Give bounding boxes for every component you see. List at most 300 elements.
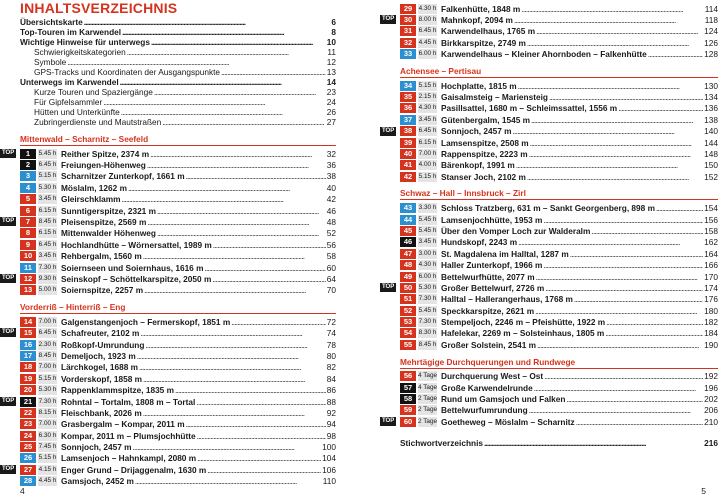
toc-page: 11 [327,47,336,57]
tour-name: Rehbergalm, 1560 m [61,251,142,262]
tour-duration: 7.00 h [38,420,57,428]
leader-dots [537,340,703,350]
index-entry[interactable] [400,438,718,448]
tour-entry[interactable] [400,405,718,416]
tour-entry[interactable] [20,476,336,487]
tour-page: 196 [704,382,718,393]
left-column [2,0,336,487]
leader-dots [122,194,326,204]
tour-entry[interactable] [20,362,336,373]
tour-page: 36 [326,160,336,171]
tour-number: 5 [20,194,36,204]
tour-page: 32 [326,148,336,159]
toc-label: GPS-Tracks und Koordinaten der Ausgangspunkte [34,67,221,77]
tour-entry[interactable] [400,225,718,236]
tour-entry[interactable] [382,416,718,427]
tour-name: Mittenwalder Höhenweg [61,228,156,239]
tour-duration: 6.45 h [418,127,437,135]
toc-page: 6 [331,17,336,27]
leader-dots [207,465,321,475]
leader-dots [143,251,326,261]
toc-label: Schwierigkeitskategorien [34,47,126,57]
toc-entry[interactable] [20,97,336,107]
tour-number: 14 [20,317,36,327]
tour-page: 64 [326,273,336,284]
tour-duration: 5.45 h [38,149,57,157]
tour-number: 51 [400,294,416,304]
tour-page: 162 [704,237,718,248]
tour-name: Über den Vomper Loch zur Walderalm [441,225,591,236]
tour-name: Hundskopf, 2243 m [441,237,518,248]
tour-entry[interactable] [20,350,336,361]
top-badge: TOP [382,127,395,134]
tour-entry[interactable] [20,339,336,350]
tour-duration: 5.15 h [418,172,437,180]
tour-name: Lamsenjoch – Hahnkampl, 2080 m [61,453,197,464]
leader-dots [212,274,325,284]
leader-dots [576,417,703,427]
tour-name: Seinskopf – Schöttelkarspitze, 2050 m [61,273,212,284]
tour-name: Falkenhütte, 1848 m [441,3,521,14]
tour-entry[interactable] [20,441,336,452]
tour-number: 20 [20,385,36,395]
right-sections [382,3,718,428]
tour-entry[interactable] [400,91,718,102]
tour-name: Demeljoch, 1923 m [61,350,136,361]
tour-number: 50 [400,283,416,293]
tour-page: 192 [704,371,718,382]
tour-page: 174 [704,282,718,293]
tour-name: Sunntigerspitze, 2321 m [61,205,156,216]
tour-duration: 4.30 h [418,104,437,112]
tour-entry[interactable] [400,339,718,350]
tour-duration: 8.45 h [38,351,57,359]
leader-dots [137,351,326,361]
toc-entry[interactable] [20,27,336,37]
tour-entry[interactable] [20,171,336,182]
toc-label: Zubringerdienste und Mautstraßen [34,117,162,127]
tour-name: Mahnkopf, 2094 m [441,15,513,26]
tour-number: 59 [400,405,416,415]
tour-name: Pasillsattel, 1680 m – Schleimssattel, 1556 m [441,103,618,114]
tour-page: 92 [326,407,336,418]
tour-page: 86 [326,385,336,396]
tour-page: 38 [326,171,336,182]
tour-entry[interactable] [20,316,336,327]
tour-number: 60 [400,417,416,427]
tour-number: 1 [20,149,36,159]
tour-page: 148 [704,148,718,159]
tour-duration: 6.00 h [418,50,437,58]
tour-number: 7 [20,217,36,227]
tour-entry[interactable] [400,328,718,339]
tour-name: Reither Spitze, 2374 m [61,148,150,159]
tour-page: 84 [326,373,336,384]
tour-name: Pleisenspitze, 2569 m [61,217,147,228]
tour-entry[interactable] [20,205,336,216]
tour-name: Rohntal – Tortalm, 1808 m – Tortal [61,396,196,407]
leader-dots [527,172,703,182]
toc-label: Übersichtskarte [20,17,83,27]
tour-entry[interactable] [20,159,336,170]
tour-duration: 6.45 h [38,240,57,248]
leader-dots [518,237,703,247]
tour-page: 170 [704,271,718,282]
toc-entry[interactable] [20,47,336,57]
page-title: INHALTSVERZEICHNIS [20,0,178,16]
tour-name: Sonnjoch, 2457 m [61,442,132,453]
tour-duration: 4.15 h [38,465,57,473]
leader-dots [133,442,322,452]
tour-page: 56 [326,239,336,250]
tour-page: 58 [326,251,336,262]
leader-dots [157,206,326,216]
toc-label: Symbole [34,57,67,67]
tour-duration: 6.30 h [38,431,57,439]
leader-dots [103,97,326,107]
tour-entry[interactable] [400,214,718,225]
tour-number: 52 [400,306,416,316]
tour-number: 31 [400,26,416,36]
tour-name: Fleischbank, 2026 m [61,407,142,418]
tour-page: 206 [704,405,718,416]
tour-duration: 5.00 h [38,286,57,294]
leader-dots [154,87,326,97]
tour-number: 39 [400,138,416,148]
tour-duration: 6.45 h [38,161,57,169]
tour-entry[interactable] [2,148,336,159]
tour-name: Rappenklammspitze, 1835 m [61,385,174,396]
leader-dots [139,362,326,372]
leader-dots [527,38,703,48]
tour-duration: 7.00 h [418,149,437,157]
tour-entry[interactable] [400,37,718,48]
toc-page: 8 [331,27,336,37]
tour-entry[interactable] [400,371,718,382]
tour-entry[interactable] [400,382,718,393]
tour-entry[interactable] [2,464,336,475]
leader-dots [606,317,703,327]
tour-name: Stanser Joch, 2102 m [441,171,526,182]
leader-dots [648,49,703,59]
tour-number: 46 [400,237,416,247]
tour-entry[interactable] [400,103,718,114]
tour-number: 16 [20,340,36,350]
tour-entry[interactable] [20,419,336,430]
tour-entry[interactable] [2,396,336,407]
tour-number: 49 [400,272,416,282]
leader-dots [122,27,330,37]
toc-label: Für Gipfelsammler [34,97,103,107]
tour-page: 140 [704,126,718,137]
tour-page: 166 [704,260,718,271]
tour-page: 138 [704,114,718,125]
tour-name: Bettelwurfumrundung [441,405,528,416]
tour-entry[interactable] [20,407,336,418]
top-badge: TOP [382,16,395,23]
tour-entry[interactable] [400,114,718,125]
tour-entry[interactable] [400,160,718,171]
leader-dots [143,374,326,384]
tour-number: 33 [400,49,416,59]
tour-page: 158 [704,225,718,236]
tour-name: Lamsenspitze, 2508 m [441,137,529,148]
leader-dots [175,385,326,395]
page-number-right: 5 [701,486,706,496]
tour-number: 55 [400,340,416,350]
tour-number: 28 [20,476,36,486]
tour-page: 74 [326,328,336,339]
tour-page: 78 [326,339,336,350]
top-badge: TOP [2,218,15,225]
toc-entry[interactable] [20,117,336,127]
leader-dots [144,285,326,295]
tour-name: Galgenstangenjoch – Fermerskopf, 1851 m [61,316,231,327]
tour-name: Möslalm, 1262 m [61,182,127,193]
tour-name: Gaisalmsteig – Mariensteig [441,92,548,103]
tour-number: 10 [20,251,36,261]
tour-page: 126 [704,37,718,48]
leader-dots [530,138,704,148]
tour-name: St. Magdalena im Halltal, 1287 m [441,248,569,259]
tour-entry[interactable] [400,49,718,60]
tour-page: 182 [704,317,718,328]
top-badge: TOP [382,418,395,425]
tour-page: 46 [326,205,336,216]
tour-duration: 5.30 h [38,183,57,191]
tour-entry[interactable] [400,237,718,248]
tour-name: Rappenspitze, 2223 m [441,148,528,159]
tour-page: 130 [704,80,718,91]
tour-name: Speckkarspitze, 2621 m [441,305,535,316]
tour-entry[interactable] [20,239,336,250]
tour-page: 48 [326,217,336,228]
leader-dots [574,294,703,304]
tour-name: Hafelekar, 2269 m – Solsteinhaus, 1805 m [441,328,605,339]
toc-label: Wichtige Hinweise für unterwegs [20,37,150,47]
toc-page: 12 [326,57,336,67]
tour-duration: 7.00 h [38,317,57,325]
tour-number: 56 [400,371,416,381]
index-page: 216 [704,437,718,448]
leader-dots [544,371,703,381]
toc-entry[interactable] [20,37,336,47]
tour-entry[interactable] [20,228,336,239]
section-heading: Schwaz – Hall – Innsbruck – Zirl [400,188,718,200]
tour-entry[interactable] [20,285,336,296]
tour-number: 24 [20,431,36,441]
tour-number: 6 [20,206,36,216]
tour-number: 35 [400,92,416,102]
leader-dots [518,81,704,91]
tour-page: 190 [704,339,718,350]
toc-entry[interactable] [20,57,336,67]
tour-number: 38 [400,126,416,136]
tour-page: 114 [704,3,718,14]
leader-dots [197,431,326,441]
leader-dots [543,260,703,270]
tour-entry[interactable] [20,182,336,193]
tour-duration: 7.30 h [38,263,57,271]
leader-dots [566,394,703,404]
toc-label: Kurze Touren und Spaziergänge [34,87,153,97]
tour-page: 118 [704,15,718,26]
tour-entry[interactable] [20,430,336,441]
tour-duration: 5.30 h [418,283,437,291]
toc-entry[interactable] [20,107,336,117]
leader-dots [147,217,325,227]
tour-duration: 9.30 h [38,274,57,282]
tour-entry[interactable] [400,137,718,148]
tour-entry[interactable] [20,194,336,205]
tour-entry[interactable] [400,294,718,305]
tour-entry[interactable] [382,282,718,293]
tour-page: 40 [326,182,336,193]
tour-number: 23 [20,419,36,429]
tour-name: Vorderskopf, 1858 m [61,373,143,384]
leader-dots [529,405,704,415]
tour-entry[interactable] [2,273,336,284]
toc-page: 13 [326,67,336,77]
tour-name: Gleirschklamm [61,194,121,205]
tour-duration: 5.15 h [38,374,57,382]
toc-entry[interactable] [20,17,336,27]
section-heading: Vorderriß – Hinterriß – Eng [20,302,336,314]
leader-dots [162,117,325,127]
tour-number: 44 [400,215,416,225]
toc-label: Top-Touren im Karwendel [20,27,122,37]
leader-dots [67,57,325,67]
toc-entry[interactable] [20,67,336,77]
leader-dots [545,283,703,293]
leader-dots [549,92,703,102]
tour-name: Gamsjoch, 2452 m [61,476,134,487]
tour-number: 11 [20,263,36,273]
tour-number: 9 [20,240,36,250]
leader-dots [127,47,327,57]
tour-duration: 7.30 h [38,397,57,405]
leader-dots [231,317,326,327]
toc-page: 23 [326,87,336,97]
tour-duration: 8.45 h [38,218,57,226]
tour-number: 43 [400,203,416,213]
tour-duration: 3.45 h [38,195,57,203]
tour-duration: 5.15 h [418,81,437,89]
left-sections [2,134,336,487]
tour-entry[interactable] [400,171,718,182]
tour-duration: 2.30 h [38,340,57,348]
tour-name: Halltal – Hallerangerhaus, 1768 m [441,294,573,305]
tour-page: 72 [326,316,336,327]
leader-dots [84,17,331,27]
tour-name: Kompar, 2011 m – Plumsjochhütte [61,430,196,441]
tour-page: 98 [326,430,336,441]
tour-duration: 4.30 h [418,4,437,12]
tour-entry[interactable] [400,393,718,404]
tour-entry[interactable] [20,373,336,384]
tour-page: 152 [704,171,718,182]
tour-page: 100 [322,442,336,453]
toc-page: 10 [326,37,336,47]
leader-dots [605,328,703,338]
tour-entry[interactable] [400,271,718,282]
leader-dots [151,37,326,47]
tour-name: Roßkopf-Umrundung [61,339,145,350]
leader-dots [204,263,325,273]
tour-name: Scharnitzer Zunterkopf, 1661 m [61,171,185,182]
tour-entry[interactable] [400,3,718,14]
tour-entry[interactable] [20,262,336,273]
tour-name: Soiernspitze, 2257 m [61,285,144,296]
tour-duration: 4.00 h [418,161,437,169]
toc-page: 14 [326,77,336,87]
tour-page: 80 [326,350,336,361]
tour-entry[interactable] [382,14,718,26]
leader-dots [516,160,703,170]
leader-dots [221,67,326,77]
tour-page: 164 [704,248,718,259]
tour-entry[interactable] [20,384,336,395]
tour-name: Durchquerung West – Ost [441,371,544,382]
tour-page: 202 [704,394,718,405]
tour-entry[interactable] [400,148,718,159]
toc-entry[interactable] [20,87,336,97]
leader-dots [121,107,326,117]
leader-dots [186,171,326,181]
leader-dots [535,306,703,316]
tour-entry[interactable] [2,327,336,339]
tour-number: 13 [20,285,36,295]
toc-page: 26 [326,107,336,117]
tour-page: 128 [704,49,718,60]
tour-page: 106 [322,464,336,475]
tour-name: Bettelwurfhütte, 2077 m [441,271,535,282]
tour-name: Großer Bettelwurf, 2726 m [441,282,545,293]
toc-label: Hütten und Unterkünfte [34,107,120,117]
intro-list [20,17,336,127]
tour-entry[interactable] [20,251,336,262]
tour-duration: 6.15 h [418,138,437,146]
tour-name: Schafreuter, 2102 m [61,328,140,339]
tour-duration: 4 Tage [418,383,438,391]
top-badge: TOP [2,466,15,473]
tour-entry[interactable] [400,305,718,316]
tour-duration: 8.15 h [38,408,57,416]
tour-duration: 2.15 h [418,93,437,101]
tour-name: Bärenkopf, 1991 m [441,160,515,171]
tour-number: 21 [20,397,36,407]
top-badge: TOP [2,329,15,336]
tour-entry[interactable] [400,248,718,259]
tour-page: 210 [704,416,718,427]
tour-entry[interactable] [20,453,336,464]
toc-entry[interactable] [20,77,336,87]
tour-entry[interactable] [400,316,718,327]
tour-number: 40 [400,149,416,159]
leader-dots [140,328,325,338]
tour-duration: 5.15 h [38,454,57,462]
tour-entry[interactable] [2,216,336,228]
tour-entry[interactable] [400,80,718,91]
tour-name: Freiungen-Höhenweg [61,160,146,171]
tour-entry[interactable] [382,126,718,137]
tour-entry[interactable] [400,26,718,37]
tour-entry[interactable] [400,202,718,213]
tour-page: 124 [704,26,718,37]
tour-entry[interactable] [400,259,718,270]
tour-page: 60 [326,262,336,273]
tour-page: 136 [704,103,718,114]
